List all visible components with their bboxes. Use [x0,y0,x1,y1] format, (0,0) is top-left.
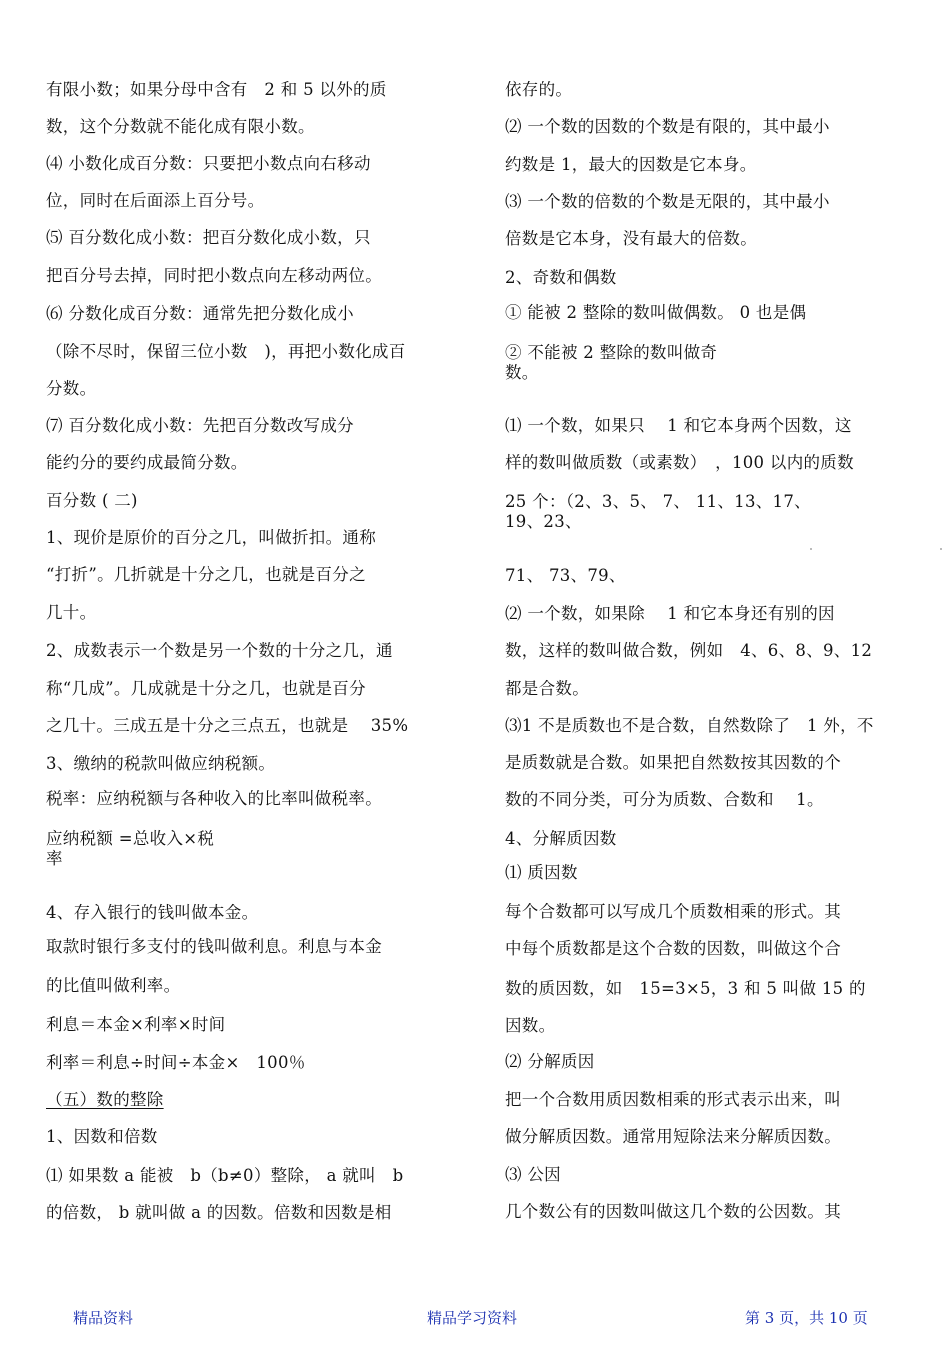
footer-center-label: 精品学习资料 [427,1309,518,1327]
text-line: 分数。 [46,379,97,398]
text-line: 数。 [505,363,539,382]
text-line: 19、23、 [505,512,582,531]
text-line: 把一个合数用质因数相乘的形式表示出来，叫 [505,1090,841,1109]
text-line: 做分解质因数。通常用短除法来分解质因数。 [505,1127,841,1146]
text-line: 2、奇数和偶数 [505,268,617,287]
text-line: 的比值叫做利率。 [46,976,181,995]
text-line: ⑵ 一个数的因数的个数是有限的，其中最小 [505,117,830,136]
text-line: 71、 73、79、 [505,566,626,585]
text-line: 中每个质数都是这个合数的因数，叫做这个合 [505,939,841,958]
scan-speck [940,548,942,550]
text-line: 25 个：（2、3、5、 7、 11、13、17、 [505,492,811,511]
text-line: 把百分号去掉，同时把小数点向左移动两位。 [46,266,382,285]
text-line: 依存的。 [505,80,573,99]
text-line: 1、因数和倍数 [46,1127,158,1146]
text-line: 能约分的要约成最简分数。 [46,453,248,472]
text-line: 3、缴纳的税款叫做应纳税额。 [46,754,276,773]
text-line: 应纳税额 =总收入×税 [46,829,215,848]
text-line: ⑷ 小数化成百分数：只要把小数点向右移动 [46,154,371,173]
text-line: 倍数是它本身，没有最大的倍数。 [505,229,757,248]
text-line: 几个数公有的因数叫做这几个数的公因数。其 [505,1202,841,1221]
text-line: ① 能被 2 整除的数叫做偶数。 0 也是偶 [505,303,807,322]
text-line: 4、存入银行的钱叫做本金。 [46,903,259,922]
text-line: 是质数就是合数。如果把自然数按其因数的个 [505,753,841,772]
text-line: ⑶ 一个数的倍数的个数是无限的，其中最小 [505,192,830,211]
text-line: ⑺ 百分数化成小数：先把百分数改写成分 [46,416,354,435]
text-line: 数，这样的数叫做合数，例如 4、6、8、9、12 [505,641,873,660]
text-line: 约数是 1，最大的因数是它本身。 [505,155,757,174]
text-line: ⑴ 一个数，如果只 1 和它本身两个因数，这 [505,416,852,435]
text-line: 数的不同分类，可分为质数、合数和 1。 [505,790,824,809]
text-line: ② 不能被 2 整除的数叫做奇 [505,343,718,362]
text-line: 税率：应纳税额与各种收入的比率叫做税率。 [46,789,382,808]
text-line: ⑹ 分数化成百分数：通常先把分数化成小 [46,304,354,323]
text-line: 之几十。三成五是十分之三点五，也就是 35% [46,716,409,735]
text-line: ⑴ 质因数 [505,863,578,882]
text-line: 取款时银行多支付的钱叫做利息。利息与本金 [46,937,382,956]
text-line: （除不尽时，保留三位小数 )，再把小数化成百 [46,342,406,361]
text-line: 利息＝本金×利率×时间 [46,1015,226,1034]
text-line: 称“几成”。几成就是十分之几，也就是百分 [46,679,366,698]
text-line: 有限小数；如果分母中含有 2 和 5 以外的质 [46,80,387,99]
text-line: 率 [46,849,63,868]
text-line: 利率＝利息÷时间÷本金× 100％ [46,1053,306,1072]
text-line: 几十。 [46,603,97,622]
text-line: 百分数 ( 二) [46,491,138,510]
text-line: 1、现价是原价的百分之几，叫做折扣。通称 [46,528,376,547]
text-line: 2、成数表示一个数是另一个数的十分之几，通 [46,641,393,660]
text-line: 数，这个分数就不能化成有限小数。 [46,117,315,136]
text-line: 数的质因数，如 15=3×5，3 和 5 叫做 15 的 [505,979,866,998]
text-line: 样的数叫做质数（或素数） ，100 以内的质数 [505,453,854,472]
text-line: 位，同时在后面添上百分号。 [46,191,265,210]
text-line: ⑶ 公因 [505,1165,561,1184]
scan-speck [810,548,812,550]
text-line: ⑶1 不是质数也不是合数，自然数除了 1 外，不 [505,716,874,735]
text-line: “打折”。几折就是十分之几，也就是百分之 [46,565,366,584]
text-line: 都是合数。 [505,679,589,698]
text-line: 每个合数都可以写成几个质数相乘的形式。其 [505,902,841,921]
section-heading: （五）数的整除 [46,1090,164,1109]
text-line: ⑵ 分解质因 [505,1052,595,1071]
text-line: ⑵ 一个数，如果除 1 和它本身还有别的因 [505,604,835,623]
text-line: 4、分解质因数 [505,829,617,848]
footer-left-label: 精品资料 [73,1309,134,1327]
text-line: ⑸ 百分数化成小数：把百分数化成小数，只 [46,228,371,247]
page-number: 第 3 页，共 10 页 [745,1309,868,1327]
text-line: ⑴ 如果数 a 能被 b（b≠0）整除， a 就叫 b [46,1166,404,1185]
text-line: 因数。 [505,1016,556,1035]
text-line: 的倍数， b 就叫做 a 的因数。倍数和因数是相 [46,1203,392,1222]
